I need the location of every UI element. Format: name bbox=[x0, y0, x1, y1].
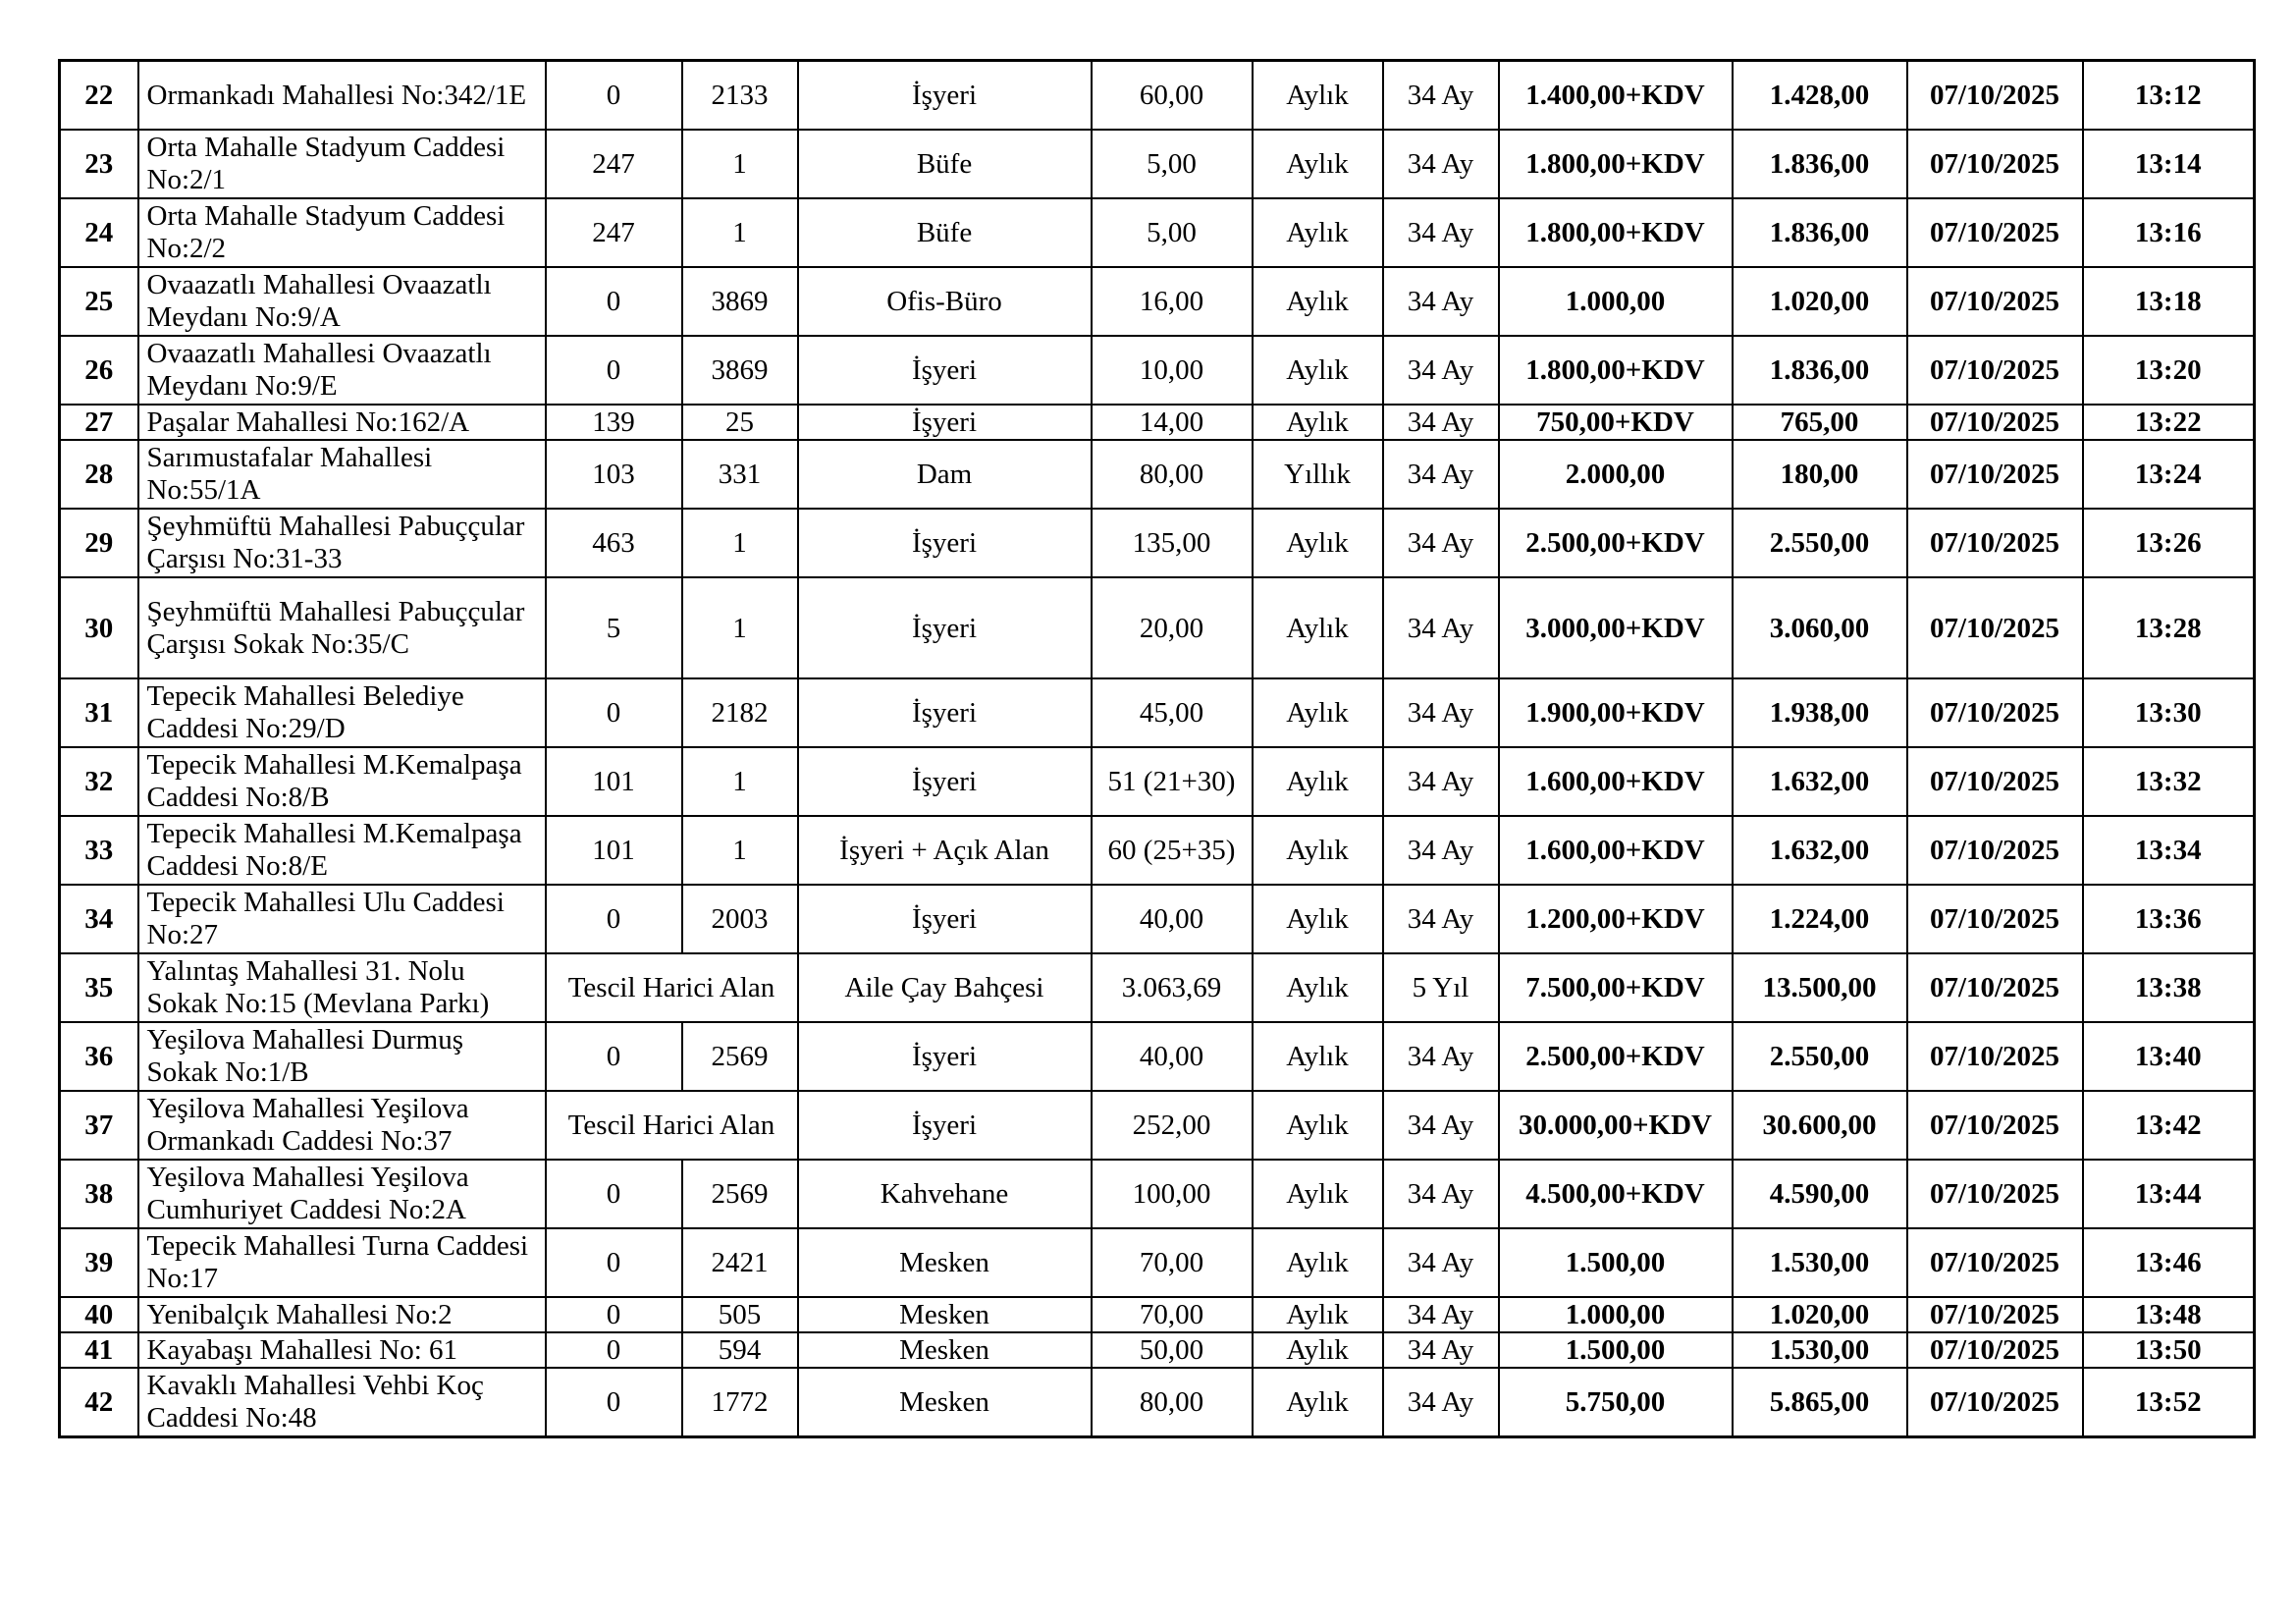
area-cell: 10,00 bbox=[1092, 336, 1253, 405]
address-cell: Tepecik Mahallesi Turna Caddesi No:17 bbox=[138, 1228, 546, 1297]
time-cell: 13:26 bbox=[2083, 509, 2255, 577]
price-cell: 1.600,00+KDV bbox=[1499, 747, 1733, 816]
price-cell: 1.400,00+KDV bbox=[1499, 61, 1733, 131]
row-number: 24 bbox=[60, 198, 138, 267]
area-cell: 80,00 bbox=[1092, 1368, 1253, 1437]
table-row bbox=[60, 1297, 2255, 1332]
duration-cell: 34 Ay bbox=[1383, 1297, 1499, 1332]
date-cell: 07/10/2025 bbox=[1907, 405, 2083, 440]
duration-cell: 34 Ay bbox=[1383, 1160, 1499, 1228]
address-cell: Orta Mahalle Stadyum Caddesi No:2/2 bbox=[138, 198, 546, 267]
area-cell: 252,00 bbox=[1092, 1091, 1253, 1160]
time-cell: 13:44 bbox=[2083, 1160, 2255, 1228]
address-cell: Tepecik Mahallesi M.Kemalpaşa Caddesi No:8/B bbox=[138, 747, 546, 816]
duration-cell: 34 Ay bbox=[1383, 1228, 1499, 1297]
parsel-cell: 2133 bbox=[682, 61, 798, 131]
row-number: 41 bbox=[60, 1332, 138, 1368]
duration-cell: 34 Ay bbox=[1383, 747, 1499, 816]
table-body bbox=[60, 61, 2255, 1437]
parsel-cell: 3869 bbox=[682, 267, 798, 336]
time-cell: 13:12 bbox=[2083, 61, 2255, 131]
period-cell: Aylık bbox=[1253, 678, 1383, 747]
type-cell: Mesken bbox=[798, 1368, 1092, 1437]
row-number: 29 bbox=[60, 509, 138, 577]
type-cell: İşyeri bbox=[798, 678, 1092, 747]
period-cell: Aylık bbox=[1253, 1368, 1383, 1437]
time-cell: 13:28 bbox=[2083, 577, 2255, 678]
deposit-cell: 1.020,00 bbox=[1733, 1297, 1907, 1332]
area-cell: 16,00 bbox=[1092, 267, 1253, 336]
deposit-cell: 2.550,00 bbox=[1733, 509, 1907, 577]
type-cell: Büfe bbox=[798, 130, 1092, 198]
date-cell: 07/10/2025 bbox=[1907, 336, 2083, 405]
area-cell: 51 (21+30) bbox=[1092, 747, 1253, 816]
date-cell: 07/10/2025 bbox=[1907, 1368, 2083, 1437]
duration-cell: 34 Ay bbox=[1383, 267, 1499, 336]
period-cell: Aylık bbox=[1253, 577, 1383, 678]
table-row bbox=[60, 885, 2255, 953]
time-cell: 13:22 bbox=[2083, 405, 2255, 440]
ada-cell: 5 bbox=[546, 577, 682, 678]
address-cell: Sarımustafalar Mahallesi No:55/1A bbox=[138, 440, 546, 509]
row-number: 39 bbox=[60, 1228, 138, 1297]
date-cell: 07/10/2025 bbox=[1907, 61, 2083, 131]
area-cell: 20,00 bbox=[1092, 577, 1253, 678]
row-number: 28 bbox=[60, 440, 138, 509]
price-cell: 30.000,00+KDV bbox=[1499, 1091, 1733, 1160]
ada-parsel-cell: Tescil Harici Alan bbox=[546, 953, 798, 1022]
table-row bbox=[60, 405, 2255, 440]
address-cell: Yalıntaş Mahallesi 31. Nolu Sokak No:15 (Mevlana Parkı) bbox=[138, 953, 546, 1022]
period-cell: Aylık bbox=[1253, 336, 1383, 405]
ada-cell: 0 bbox=[546, 1332, 682, 1368]
table-row bbox=[60, 747, 2255, 816]
row-number: 31 bbox=[60, 678, 138, 747]
type-cell: İşyeri bbox=[798, 61, 1092, 131]
ada-cell: 0 bbox=[546, 678, 682, 747]
address-cell: Paşalar Mahallesi No:162/A bbox=[138, 405, 546, 440]
date-cell: 07/10/2025 bbox=[1907, 816, 2083, 885]
parsel-cell: 1 bbox=[682, 747, 798, 816]
duration-cell: 34 Ay bbox=[1383, 816, 1499, 885]
area-cell: 40,00 bbox=[1092, 885, 1253, 953]
table-row bbox=[60, 509, 2255, 577]
area-cell: 60,00 bbox=[1092, 61, 1253, 131]
parsel-cell: 1 bbox=[682, 130, 798, 198]
time-cell: 13:40 bbox=[2083, 1022, 2255, 1091]
duration-cell: 34 Ay bbox=[1383, 336, 1499, 405]
deposit-cell: 1.632,00 bbox=[1733, 816, 1907, 885]
date-cell: 07/10/2025 bbox=[1907, 440, 2083, 509]
date-cell: 07/10/2025 bbox=[1907, 953, 2083, 1022]
deposit-cell: 1.224,00 bbox=[1733, 885, 1907, 953]
duration-cell: 34 Ay bbox=[1383, 1022, 1499, 1091]
row-number: 22 bbox=[60, 61, 138, 131]
area-cell: 135,00 bbox=[1092, 509, 1253, 577]
parsel-cell: 25 bbox=[682, 405, 798, 440]
type-cell: İşyeri bbox=[798, 1091, 1092, 1160]
address-cell: Yeşilova Mahallesi Durmuş Sokak No:1/B bbox=[138, 1022, 546, 1091]
parsel-cell: 2003 bbox=[682, 885, 798, 953]
row-number: 30 bbox=[60, 577, 138, 678]
deposit-cell: 1.836,00 bbox=[1733, 198, 1907, 267]
row-number: 36 bbox=[60, 1022, 138, 1091]
type-cell: Mesken bbox=[798, 1228, 1092, 1297]
price-cell: 750,00+KDV bbox=[1499, 405, 1733, 440]
period-cell: Aylık bbox=[1253, 1332, 1383, 1368]
period-cell: Aylık bbox=[1253, 1297, 1383, 1332]
price-cell: 1.000,00 bbox=[1499, 1297, 1733, 1332]
deposit-cell: 1.836,00 bbox=[1733, 336, 1907, 405]
ada-cell: 0 bbox=[546, 1368, 682, 1437]
duration-cell: 34 Ay bbox=[1383, 577, 1499, 678]
address-cell: Tepecik Mahallesi Belediye Caddesi No:29/D bbox=[138, 678, 546, 747]
ada-parsel-cell: Tescil Harici Alan bbox=[546, 1091, 798, 1160]
table-row bbox=[60, 198, 2255, 267]
parsel-cell: 1 bbox=[682, 198, 798, 267]
parsel-cell: 2421 bbox=[682, 1228, 798, 1297]
period-cell: Aylık bbox=[1253, 267, 1383, 336]
address-cell: Kayabaşı Mahallesi No: 61 bbox=[138, 1332, 546, 1368]
address-cell: Ovaazatlı Mahallesi Ovaazatlı Meydanı No:9/A bbox=[138, 267, 546, 336]
deposit-cell: 1.938,00 bbox=[1733, 678, 1907, 747]
price-cell: 1.500,00 bbox=[1499, 1228, 1733, 1297]
period-cell: Aylık bbox=[1253, 747, 1383, 816]
parsel-cell: 2182 bbox=[682, 678, 798, 747]
ada-cell: 0 bbox=[546, 336, 682, 405]
time-cell: 13:32 bbox=[2083, 747, 2255, 816]
parsel-cell: 2569 bbox=[682, 1022, 798, 1091]
date-cell: 07/10/2025 bbox=[1907, 1160, 2083, 1228]
row-number: 37 bbox=[60, 1091, 138, 1160]
table-row bbox=[60, 1228, 2255, 1297]
price-cell: 1.800,00+KDV bbox=[1499, 130, 1733, 198]
parsel-cell: 1 bbox=[682, 816, 798, 885]
parsel-cell: 1 bbox=[682, 509, 798, 577]
ada-cell: 0 bbox=[546, 1297, 682, 1332]
duration-cell: 34 Ay bbox=[1383, 130, 1499, 198]
type-cell: Mesken bbox=[798, 1332, 1092, 1368]
parsel-cell: 505 bbox=[682, 1297, 798, 1332]
ada-cell: 101 bbox=[546, 747, 682, 816]
ada-cell: 247 bbox=[546, 198, 682, 267]
duration-cell: 34 Ay bbox=[1383, 678, 1499, 747]
period-cell: Aylık bbox=[1253, 816, 1383, 885]
address-cell: Orta Mahalle Stadyum Caddesi No:2/1 bbox=[138, 130, 546, 198]
price-cell: 2.000,00 bbox=[1499, 440, 1733, 509]
parsel-cell: 3869 bbox=[682, 336, 798, 405]
time-cell: 13:18 bbox=[2083, 267, 2255, 336]
ada-cell: 0 bbox=[546, 61, 682, 131]
address-cell: Yenibalçık Mahallesi No:2 bbox=[138, 1297, 546, 1332]
table-row bbox=[60, 61, 2255, 131]
address-cell: Yeşilova Mahallesi Yeşilova Cumhuriyet Caddesi No:2A bbox=[138, 1160, 546, 1228]
time-cell: 13:36 bbox=[2083, 885, 2255, 953]
ihale-table bbox=[58, 59, 2256, 1438]
ada-cell: 101 bbox=[546, 816, 682, 885]
price-cell: 2.500,00+KDV bbox=[1499, 509, 1733, 577]
row-number: 40 bbox=[60, 1297, 138, 1332]
time-cell: 13:30 bbox=[2083, 678, 2255, 747]
price-cell: 1.800,00+KDV bbox=[1499, 198, 1733, 267]
time-cell: 13:14 bbox=[2083, 130, 2255, 198]
area-cell: 14,00 bbox=[1092, 405, 1253, 440]
period-cell: Yıllık bbox=[1253, 440, 1383, 509]
table-row bbox=[60, 678, 2255, 747]
deposit-cell: 2.550,00 bbox=[1733, 1022, 1907, 1091]
table-row bbox=[60, 953, 2255, 1022]
row-number: 38 bbox=[60, 1160, 138, 1228]
table-row bbox=[60, 440, 2255, 509]
table-row bbox=[60, 336, 2255, 405]
date-cell: 07/10/2025 bbox=[1907, 1297, 2083, 1332]
period-cell: Aylık bbox=[1253, 885, 1383, 953]
period-cell: Aylık bbox=[1253, 953, 1383, 1022]
duration-cell: 5 Yıl bbox=[1383, 953, 1499, 1022]
deposit-cell: 765,00 bbox=[1733, 405, 1907, 440]
time-cell: 13:46 bbox=[2083, 1228, 2255, 1297]
type-cell: İşyeri bbox=[798, 336, 1092, 405]
time-cell: 13:20 bbox=[2083, 336, 2255, 405]
area-cell: 100,00 bbox=[1092, 1160, 1253, 1228]
duration-cell: 34 Ay bbox=[1383, 885, 1499, 953]
date-cell: 07/10/2025 bbox=[1907, 1228, 2083, 1297]
date-cell: 07/10/2025 bbox=[1907, 509, 2083, 577]
period-cell: Aylık bbox=[1253, 130, 1383, 198]
type-cell: İşyeri bbox=[798, 509, 1092, 577]
duration-cell: 34 Ay bbox=[1383, 405, 1499, 440]
ada-cell: 0 bbox=[546, 885, 682, 953]
row-number: 34 bbox=[60, 885, 138, 953]
duration-cell: 34 Ay bbox=[1383, 61, 1499, 131]
time-cell: 13:52 bbox=[2083, 1368, 2255, 1437]
date-cell: 07/10/2025 bbox=[1907, 1091, 2083, 1160]
table-row bbox=[60, 1332, 2255, 1368]
period-cell: Aylık bbox=[1253, 61, 1383, 131]
row-number: 26 bbox=[60, 336, 138, 405]
duration-cell: 34 Ay bbox=[1383, 1091, 1499, 1160]
type-cell: Kahvehane bbox=[798, 1160, 1092, 1228]
area-cell: 5,00 bbox=[1092, 198, 1253, 267]
area-cell: 5,00 bbox=[1092, 130, 1253, 198]
deposit-cell: 1.632,00 bbox=[1733, 747, 1907, 816]
period-cell: Aylık bbox=[1253, 198, 1383, 267]
time-cell: 13:50 bbox=[2083, 1332, 2255, 1368]
deposit-cell: 180,00 bbox=[1733, 440, 1907, 509]
type-cell: İşyeri bbox=[798, 577, 1092, 678]
duration-cell: 34 Ay bbox=[1383, 198, 1499, 267]
table-row bbox=[60, 130, 2255, 198]
table-row bbox=[60, 577, 2255, 678]
ada-cell: 247 bbox=[546, 130, 682, 198]
area-cell: 70,00 bbox=[1092, 1297, 1253, 1332]
row-number: 25 bbox=[60, 267, 138, 336]
type-cell: İşyeri bbox=[798, 747, 1092, 816]
table-row bbox=[60, 816, 2255, 885]
type-cell: Mesken bbox=[798, 1297, 1092, 1332]
type-cell: Büfe bbox=[798, 198, 1092, 267]
date-cell: 07/10/2025 bbox=[1907, 1022, 2083, 1091]
date-cell: 07/10/2025 bbox=[1907, 267, 2083, 336]
type-cell: İşyeri bbox=[798, 1022, 1092, 1091]
price-cell: 4.500,00+KDV bbox=[1499, 1160, 1733, 1228]
period-cell: Aylık bbox=[1253, 1160, 1383, 1228]
date-cell: 07/10/2025 bbox=[1907, 747, 2083, 816]
table-row bbox=[60, 1160, 2255, 1228]
period-cell: Aylık bbox=[1253, 1022, 1383, 1091]
ada-cell: 0 bbox=[546, 1228, 682, 1297]
area-cell: 3.063,69 bbox=[1092, 953, 1253, 1022]
type-cell: İşyeri + Açık Alan bbox=[798, 816, 1092, 885]
area-cell: 80,00 bbox=[1092, 440, 1253, 509]
table-row bbox=[60, 267, 2255, 336]
type-cell: İşyeri bbox=[798, 885, 1092, 953]
area-cell: 70,00 bbox=[1092, 1228, 1253, 1297]
parsel-cell: 1772 bbox=[682, 1368, 798, 1437]
row-number: 42 bbox=[60, 1368, 138, 1437]
parsel-cell: 1 bbox=[682, 577, 798, 678]
deposit-cell: 3.060,00 bbox=[1733, 577, 1907, 678]
period-cell: Aylık bbox=[1253, 509, 1383, 577]
ada-cell: 103 bbox=[546, 440, 682, 509]
date-cell: 07/10/2025 bbox=[1907, 577, 2083, 678]
period-cell: Aylık bbox=[1253, 405, 1383, 440]
period-cell: Aylık bbox=[1253, 1228, 1383, 1297]
type-cell: Ofis-Büro bbox=[798, 267, 1092, 336]
deposit-cell: 4.590,00 bbox=[1733, 1160, 1907, 1228]
row-number: 32 bbox=[60, 747, 138, 816]
price-cell: 1.600,00+KDV bbox=[1499, 816, 1733, 885]
ada-cell: 139 bbox=[546, 405, 682, 440]
ada-cell: 0 bbox=[546, 267, 682, 336]
deposit-cell: 30.600,00 bbox=[1733, 1091, 1907, 1160]
address-cell: Şeyhmüftü Mahallesi Pabuççular Çarşısı No:31-33 bbox=[138, 509, 546, 577]
area-cell: 45,00 bbox=[1092, 678, 1253, 747]
time-cell: 13:38 bbox=[2083, 953, 2255, 1022]
price-cell: 1.800,00+KDV bbox=[1499, 336, 1733, 405]
area-cell: 50,00 bbox=[1092, 1332, 1253, 1368]
date-cell: 07/10/2025 bbox=[1907, 198, 2083, 267]
address-cell: Kavaklı Mahallesi Vehbi Koç Caddesi No:48 bbox=[138, 1368, 546, 1437]
row-number: 23 bbox=[60, 130, 138, 198]
area-cell: 40,00 bbox=[1092, 1022, 1253, 1091]
address-cell: Ovaazatlı Mahallesi Ovaazatlı Meydanı No:9/E bbox=[138, 336, 546, 405]
price-cell: 1.200,00+KDV bbox=[1499, 885, 1733, 953]
address-cell: Ormankadı Mahallesi No:342/1E bbox=[138, 61, 546, 131]
deposit-cell: 1.530,00 bbox=[1733, 1332, 1907, 1368]
price-cell: 1.900,00+KDV bbox=[1499, 678, 1733, 747]
duration-cell: 34 Ay bbox=[1383, 509, 1499, 577]
duration-cell: 34 Ay bbox=[1383, 1368, 1499, 1437]
time-cell: 13:24 bbox=[2083, 440, 2255, 509]
row-number: 27 bbox=[60, 405, 138, 440]
ada-cell: 0 bbox=[546, 1022, 682, 1091]
date-cell: 07/10/2025 bbox=[1907, 885, 2083, 953]
price-cell: 1.500,00 bbox=[1499, 1332, 1733, 1368]
deposit-cell: 5.865,00 bbox=[1733, 1368, 1907, 1437]
address-cell: Tepecik Mahallesi M.Kemalpaşa Caddesi No:8/E bbox=[138, 816, 546, 885]
time-cell: 13:16 bbox=[2083, 198, 2255, 267]
period-cell: Aylık bbox=[1253, 1091, 1383, 1160]
row-number: 33 bbox=[60, 816, 138, 885]
date-cell: 07/10/2025 bbox=[1907, 130, 2083, 198]
parsel-cell: 2569 bbox=[682, 1160, 798, 1228]
date-cell: 07/10/2025 bbox=[1907, 1332, 2083, 1368]
deposit-cell: 1.020,00 bbox=[1733, 267, 1907, 336]
row-number: 35 bbox=[60, 953, 138, 1022]
duration-cell: 34 Ay bbox=[1383, 440, 1499, 509]
date-cell: 07/10/2025 bbox=[1907, 678, 2083, 747]
parsel-cell: 331 bbox=[682, 440, 798, 509]
type-cell: Dam bbox=[798, 440, 1092, 509]
address-cell: Şeyhmüftü Mahallesi Pabuççular Çarşısı Sokak No:35/C bbox=[138, 577, 546, 678]
area-cell: 60 (25+35) bbox=[1092, 816, 1253, 885]
address-cell: Yeşilova Mahallesi Yeşilova Ormankadı Caddesi No:37 bbox=[138, 1091, 546, 1160]
deposit-cell: 1.428,00 bbox=[1733, 61, 1907, 131]
table-row bbox=[60, 1022, 2255, 1091]
deposit-cell: 1.836,00 bbox=[1733, 130, 1907, 198]
price-cell: 3.000,00+KDV bbox=[1499, 577, 1733, 678]
deposit-cell: 1.530,00 bbox=[1733, 1228, 1907, 1297]
time-cell: 13:34 bbox=[2083, 816, 2255, 885]
parsel-cell: 594 bbox=[682, 1332, 798, 1368]
ada-cell: 0 bbox=[546, 1160, 682, 1228]
address-cell: Tepecik Mahallesi Ulu Caddesi No:27 bbox=[138, 885, 546, 953]
price-cell: 1.000,00 bbox=[1499, 267, 1733, 336]
price-cell: 7.500,00+KDV bbox=[1499, 953, 1733, 1022]
time-cell: 13:48 bbox=[2083, 1297, 2255, 1332]
table-row bbox=[60, 1368, 2255, 1437]
price-cell: 5.750,00 bbox=[1499, 1368, 1733, 1437]
time-cell: 13:42 bbox=[2083, 1091, 2255, 1160]
type-cell: İşyeri bbox=[798, 405, 1092, 440]
duration-cell: 34 Ay bbox=[1383, 1332, 1499, 1368]
type-cell: Aile Çay Bahçesi bbox=[798, 953, 1092, 1022]
table-row bbox=[60, 1091, 2255, 1160]
ada-cell: 463 bbox=[546, 509, 682, 577]
price-cell: 2.500,00+KDV bbox=[1499, 1022, 1733, 1091]
deposit-cell: 13.500,00 bbox=[1733, 953, 1907, 1022]
